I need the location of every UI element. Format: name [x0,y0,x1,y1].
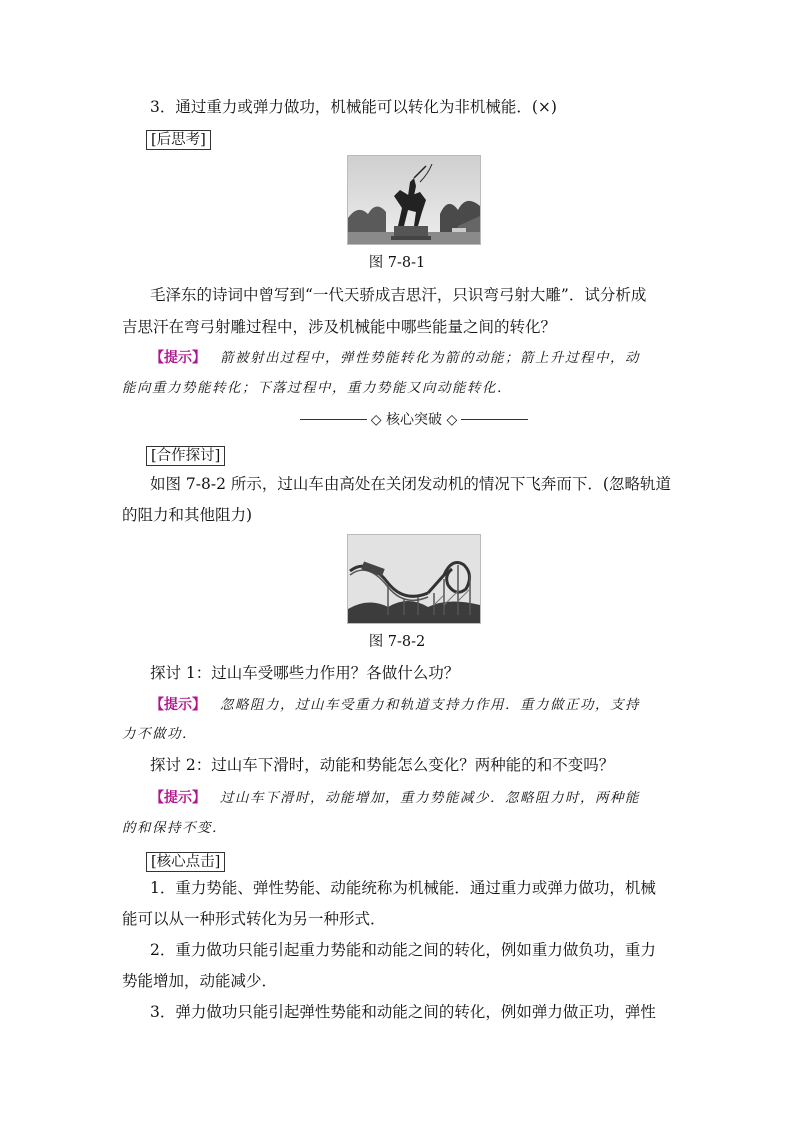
rollercoaster-photo-icon [348,535,480,623]
hint-3-text: 过山车下滑时，动能增加，重力势能减少．忽略阻力时，两种能 [220,790,640,806]
discuss-2: 探讨 2：过山车下滑时，动能和势能怎么变化？两种能的和不变吗？ [150,756,615,774]
hint-1-text: 箭被射出过程中，弹性势能转化为箭的动能；箭上升过程中，动 [220,350,640,366]
hint-3-line-1 [150,786,680,809]
hint-tag: 【提示】 [150,790,206,806]
label-after-think: [后思考] [146,130,211,150]
label-cooperate: [合作探讨] [146,446,225,466]
hint-1-line-1 [150,346,680,369]
point-3-line-1: 3．弹力做功只能引起弹性势能和动能之间的转化，例如弹力做正功，弹性 [150,1003,656,1021]
figure-rollercoaster-image [347,534,481,624]
statue-photo-icon [348,156,480,244]
hint-tag: 【提示】 [150,350,206,366]
point-1-line-2: 能可以从一种形式转化为另一种形式． [122,910,386,928]
hint-1-line-2 [122,376,652,399]
figure-statue-image [347,155,481,245]
section-title-core [300,408,528,430]
point-2-line-1: 2．重力做功只能引起重力势能和动能之间的转化，例如重力做负功，重力 [150,941,656,959]
coop-intro-line-2: 的阻力和其他阻力) [122,506,253,524]
figure-1-caption: 图 7-8-1 [368,255,426,271]
discuss-1: 探讨 1：过山车受哪些力作用？各做什么功？ [150,664,460,682]
coop-intro-line-1: 如图 7-8-2 所示，过山车由高处在关闭发动机的情况下飞奔而下．(忽略轨道 [150,475,671,493]
section-title-text: ◇ 核心突破 ◇ [370,412,458,428]
section-rule-left [300,419,367,420]
hint-2-line-1 [150,693,680,716]
label-key-points: [核心点击] [146,852,225,872]
figure-2-caption: 图 7-8-2 [368,634,426,650]
point-1-line-1: 1．重力势能、弹性势能、动能统称为机械能．通过重力或弹力做功，机械 [150,879,656,897]
hint-1-text-2: 能向重力势能转化；下落过程中，重力势能又向动能转化． [122,380,512,396]
hint-2-line-2 [122,722,652,745]
question-1-line-1: 毛泽东的诗词中曾写到“一代天骄成吉思汗，只识弯弓射大雕”．试分析成 [150,286,647,304]
section-rule-right [461,419,528,420]
question-1-line-2: 吉思汗在弯弓射雕过程中，涉及机械能中哪些能量之间的转化？ [122,318,557,336]
hint-2-text-2: 力不做功． [122,726,197,742]
point-2-line-2: 势能增加，动能减少． [122,972,278,990]
hint-tag: 【提示】 [150,697,206,713]
hint-3-text-2: 的和保持不变． [122,820,227,836]
hint-3-line-2 [122,816,652,839]
intro-item-3: 3．通过重力或弹力做功，机械能可以转化为非机械能．(×) [150,98,557,116]
hint-2-text: 忽略阻力，过山车受重力和轨道支持力作用．重力做正功，支持 [220,697,640,713]
